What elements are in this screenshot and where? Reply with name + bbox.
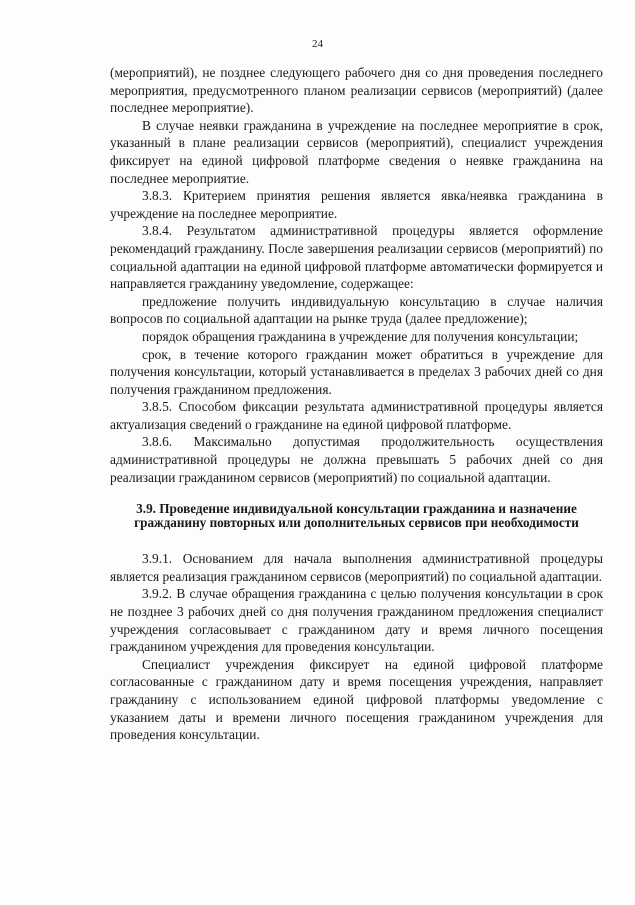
paragraph-3-9-1: 3.9.1. Основанием для начала выполнения административной процедуры является реализация гражданином сервисов (мероприятий) по социальной адаптации. (110, 551, 603, 584)
paragraph-3-8-3: 3.8.3. Критерием принятия решения является явка/неявка гражданина в учреждение на последнее мероприятие. (110, 188, 603, 221)
list-item-procedure: порядок обращения гражданина в учреждение для получения консультации; (142, 328, 579, 344)
paragraph-continuation: (мероприятий), не позднее следующего рабочего дня со дня проведения последнего мероприятия, предусмотренного планом реализации сервисов (мероприятий) (далее последнее мероприятие). (110, 65, 603, 116)
document-body (110, 64, 603, 744)
paragraph-non-attendance: В случае неявки гражданина в учреждение на последнее мероприятие в срок, указанный в плане реализации сервисов (мероприятий), специалист учреждения фиксирует на единой цифровой платформе сведения о неявке гражданина на последнее мероприятие. (110, 117, 603, 186)
section-heading-3-9: 3.9. Проведение индивидуальной консультации гражданина и назначение гражданину повторных или дополнительных сервисов при необходимости (134, 501, 579, 531)
paragraph-3-8-5: 3.8.5. Способом фиксации результата административной процедуры является актуализация сведений о гражданине на единой цифровой платформе. (110, 399, 603, 432)
page-number: 24 (312, 38, 323, 50)
paragraph-3-9-2: 3.9.2. В случае обращения гражданина с целью получения консультации в срок не позднее 3 рабочих дней со дня получения гражданином предложения специалист учреждения согласовывает с гражданином дату и время личного посещения гражданином учреждения для проведения консультации. (110, 586, 603, 655)
list-item-deadline: срок, в течение которого гражданин может обратиться в учреждение для получения консультации, который устанавливается в пределах 3 рабочих дней со дня получения гражданином предложения. (110, 346, 603, 397)
list-item-offer: предложение получить индивидуальную консультацию в случае наличия вопросов по социальной адаптации на рынке труда (далее предложение); (110, 293, 603, 327)
paragraph-3-8-4: 3.8.4. Результатом административной процедуры является оформление рекомендаций гражданину. После завершения реализации сервисов (мероприятий) по социальной адаптации на единой цифровой платформе автоматически формируется и направляется гражданину уведомление, содержащее: (110, 223, 603, 292)
paragraph-3-8-6: 3.8.6. Максимально допустимая продолжительность осуществления административной процедуры не должна превышать 5 рабочих дней со дня реализации гражданином сервисов (мероприятий) по социальной адаптации. (110, 434, 603, 485)
paragraph-specialist-records: Специалист учреждения фиксирует на единой цифровой платформе согласованные с гражданином дату и время посещения учреждения, направляет гражданину с использованием единой цифровой платформы уведомление с указанием даты и времени личного посещения гражданином учреждения для проведения консультации. (110, 656, 603, 743)
